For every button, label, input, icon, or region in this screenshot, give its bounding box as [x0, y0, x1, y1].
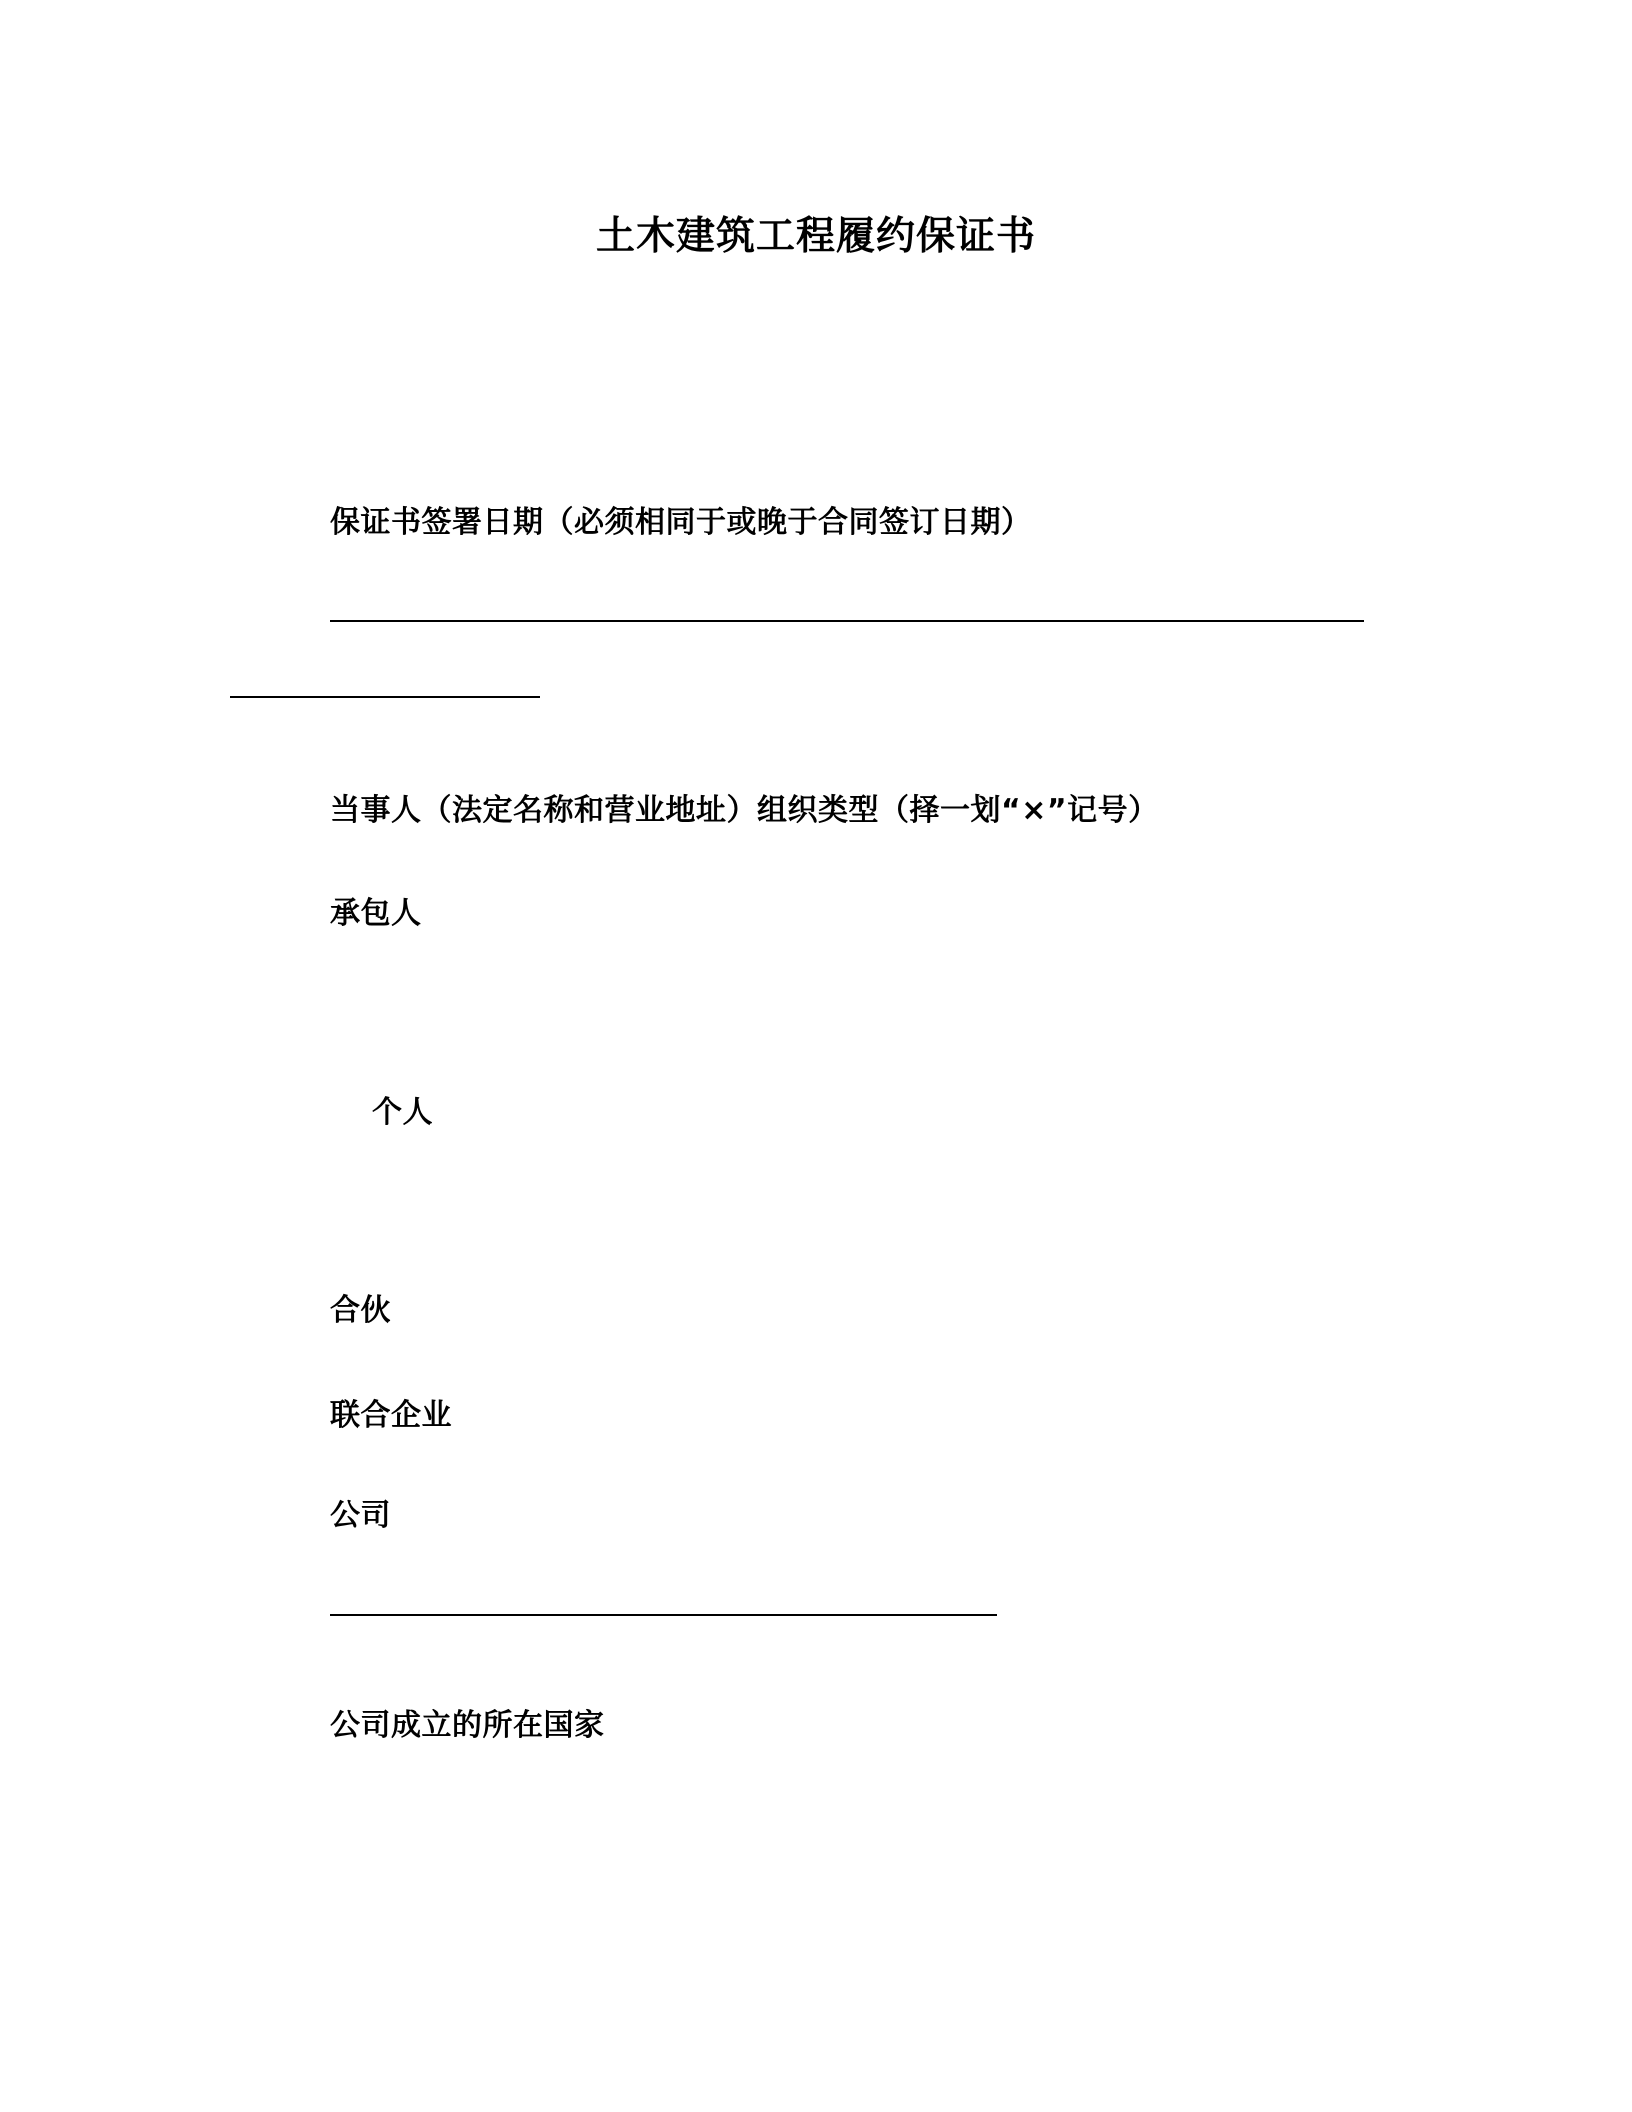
joint-venture-option-label: 联合企业	[330, 1398, 452, 1433]
sign-date-label: 保证书签署日期（必须相同于或晚于合同签订日期）	[330, 505, 1032, 540]
page-title: 土木建筑工程履约保证书	[595, 214, 1036, 259]
individual-option-label: 个人	[372, 1095, 433, 1130]
sign-date-fill-rule	[330, 620, 1364, 622]
company-country-fill-rule	[330, 1614, 997, 1616]
partnership-option-label: 合伙	[330, 1293, 391, 1328]
corporation-option-label: 公司	[330, 1498, 391, 1533]
company-country-label: 公司成立的所在国家	[330, 1708, 605, 1743]
contractor-label: 承包人	[330, 896, 422, 931]
parties-label: 当事人（法定名称和营业地址）组织类型（择一划“×”记号）	[330, 793, 1159, 828]
sign-date-fill-rule-short	[230, 696, 540, 698]
